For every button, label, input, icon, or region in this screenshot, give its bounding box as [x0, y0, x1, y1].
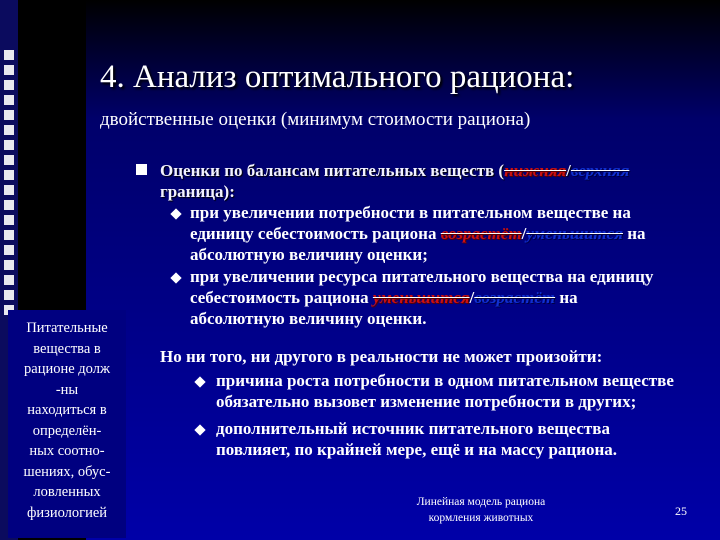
sub2-line1: при увеличении ресурса питательного вещества на единицу	[190, 267, 654, 286]
sub2-line2-post: на	[555, 288, 578, 307]
sub-bullet-1	[190, 202, 720, 265]
upper-bound-label: верхняя	[570, 161, 630, 180]
side-note-box	[8, 310, 126, 538]
slide-subtitle: двойственные оценки (минимум стоимости рациона)	[100, 109, 531, 130]
side-note-line: шениях, обус-	[23, 463, 111, 480]
sub2-increase: возрастёт	[474, 288, 556, 307]
side-note-line: находиться в	[27, 402, 107, 418]
main-bullet-text: Оценки по балансам питательных веществ (	[160, 161, 505, 180]
slash: /	[566, 161, 571, 180]
slide-panel	[86, 0, 720, 540]
sub1-line2-pre: единицу себестоимость рациона	[190, 224, 441, 243]
lower-bound-label: нижняя	[504, 161, 567, 180]
side-note-line: Питательные	[26, 320, 108, 336]
main-bullet	[160, 160, 720, 202]
diamond-bullet-icon	[194, 424, 205, 435]
slash: /	[521, 224, 527, 243]
side-note-line: ных соотно-	[29, 443, 105, 459]
footer	[386, 494, 576, 526]
sub2-decrease: уменьшится	[372, 288, 470, 307]
sub-bullet-2	[190, 266, 720, 329]
slide-title: 4. Анализ оптимального рациона:	[100, 59, 575, 95]
main-bullet-line2: граница):	[160, 182, 235, 201]
sub-bullet-4	[216, 418, 720, 460]
sub1-decrease: уменьшится	[526, 224, 623, 243]
but-statement: Но ни того, ни другого в реальности не может произойти:	[160, 347, 603, 366]
sub3-line2: обязательно вызовет изменение потребности в других;	[216, 392, 637, 411]
diamond-bullet-icon	[194, 376, 205, 387]
sub-bullet-3	[216, 370, 720, 412]
side-note-line: ловленных	[33, 484, 101, 500]
side-note-line: физиологией	[26, 504, 108, 521]
side-note-line: вещества в	[33, 340, 101, 357]
sub4-line2: повлияет, по крайней мере, ещё и на массу рациона.	[216, 440, 618, 459]
sub1-line3: абсолютную величину оценки;	[190, 245, 428, 264]
sub2-line3: абсолютную величину оценки.	[190, 309, 427, 328]
sub2-line2-pre: себестоимость рациона	[190, 288, 373, 307]
sub1-increase: возрастёт	[440, 224, 522, 243]
sub1-line2-post: на	[622, 224, 646, 243]
sub4-line1: дополнительный источник питательного вещества	[216, 419, 610, 438]
diamond-bullet-icon	[170, 208, 181, 219]
slash: /	[469, 288, 475, 307]
side-note-line: определён-	[32, 422, 102, 439]
decor-squares	[4, 50, 16, 320]
footer-line2: кормления животных	[428, 512, 534, 524]
footer-line1: Линейная модель рациона	[416, 496, 546, 508]
diamond-bullet-icon	[170, 272, 181, 283]
side-note-line: -ны	[55, 381, 79, 398]
sub1-line1: при увеличении потребности в питательном веществе на	[190, 203, 631, 222]
side-note-line: рационе долж	[24, 361, 110, 377]
sub3-line1: причина роста потребности в одном питательном веществе	[216, 371, 674, 390]
page-number: 25	[675, 504, 687, 518]
square-bullet-icon	[136, 164, 147, 175]
